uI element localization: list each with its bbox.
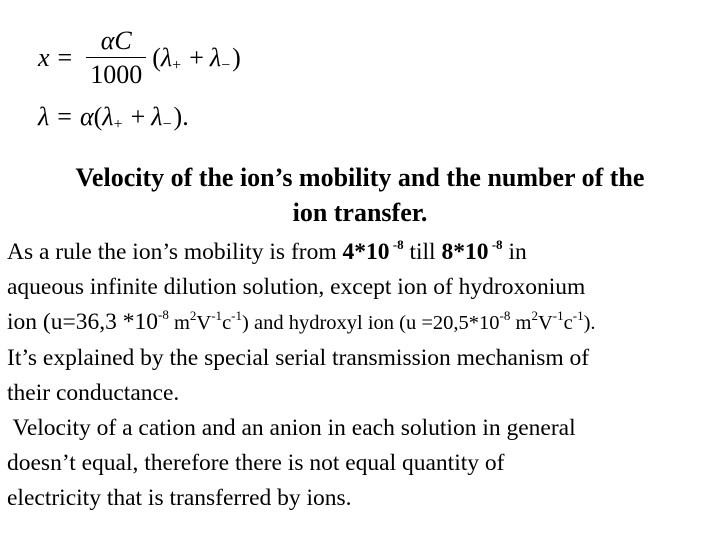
alpha-symbol: α xyxy=(79,102,94,131)
text-run: 4*10 xyxy=(342,239,390,265)
text-run: V xyxy=(196,312,212,334)
unit-run xyxy=(168,308,596,334)
lambda-minus: λ xyxy=(151,102,163,131)
formula-variable-lambda: λ xyxy=(38,102,50,131)
mobility-min-value xyxy=(343,239,404,265)
text-run: c xyxy=(222,312,232,334)
left-paren: ( xyxy=(93,102,103,131)
fraction-denominator: 1000 xyxy=(86,57,146,88)
body-line-4: It’s explained by the special serial transmission mechanism of xyxy=(7,345,590,371)
exponent: -1 xyxy=(552,308,564,324)
text-run: As a rule the ion’s mobility is from xyxy=(7,239,343,265)
plus-operator: + xyxy=(189,43,204,72)
text-run: m xyxy=(510,312,532,334)
formula-mobility-x xyxy=(38,28,241,88)
text-run: ion (u=36,3 *10 xyxy=(7,309,158,335)
text-run: V xyxy=(537,312,553,334)
right-paren: ) xyxy=(232,43,241,72)
subscript-plus: + xyxy=(113,116,123,133)
fraction xyxy=(86,28,146,88)
heading-line-1: Velocity of the ion’s mobility and the number of the xyxy=(75,163,645,192)
lambda-plus: λ xyxy=(160,43,173,72)
equals-sign: = xyxy=(57,102,72,131)
section-heading xyxy=(6,160,714,230)
text-run: in xyxy=(502,239,527,265)
mobility-max-value xyxy=(441,239,502,265)
heading-line-2: ion transfer. xyxy=(292,198,428,227)
exponent: -8 xyxy=(389,237,404,253)
lambda-plus: λ xyxy=(102,102,114,131)
right-paren-period: ). xyxy=(173,102,189,131)
body-line-7: doesn’t equal, therefore there is not equal quantity of xyxy=(7,450,505,476)
body-line-1 xyxy=(7,235,713,270)
exponent: -1 xyxy=(231,308,243,324)
formula-lambda xyxy=(38,102,189,133)
body-line-2: aqueous infinite dilution solution, except ion of hydroxonium xyxy=(7,274,586,300)
body-line-3 xyxy=(7,305,713,341)
exponent: -8 xyxy=(499,308,511,324)
left-paren: ( xyxy=(152,43,161,72)
text-run: ). xyxy=(583,312,596,334)
formula-variable-x: x xyxy=(38,43,50,72)
exponent: -8 xyxy=(488,237,503,253)
text-run: c xyxy=(563,312,573,334)
exponent: 2 xyxy=(531,308,538,324)
lambda-minus: λ xyxy=(209,43,222,72)
exponent: -1 xyxy=(572,308,584,324)
fraction-numerator: αC xyxy=(100,26,132,55)
text-run: till xyxy=(403,239,442,265)
exponent: 2 xyxy=(189,308,197,324)
body-line-5: their conductance. xyxy=(7,380,180,406)
plus-operator: + xyxy=(130,102,146,131)
exponent: -1 xyxy=(211,308,223,324)
exponent: -8 xyxy=(157,307,169,323)
text-run: ) and hydroxyl ion (u =20,5*10 xyxy=(242,312,500,334)
text-run: 8*10 xyxy=(441,239,489,265)
body-paragraph xyxy=(7,235,713,516)
text-run: m xyxy=(168,312,190,334)
body-line-6: Velocity of a cation and an anion in each solution in general xyxy=(7,415,576,441)
subscript-minus: − xyxy=(162,116,172,133)
subscript-minus: − xyxy=(221,57,231,74)
equals-sign: = xyxy=(57,43,73,72)
body-line-8: electricity that is transferred by ions. xyxy=(7,485,352,511)
subscript-plus: + xyxy=(172,57,182,74)
